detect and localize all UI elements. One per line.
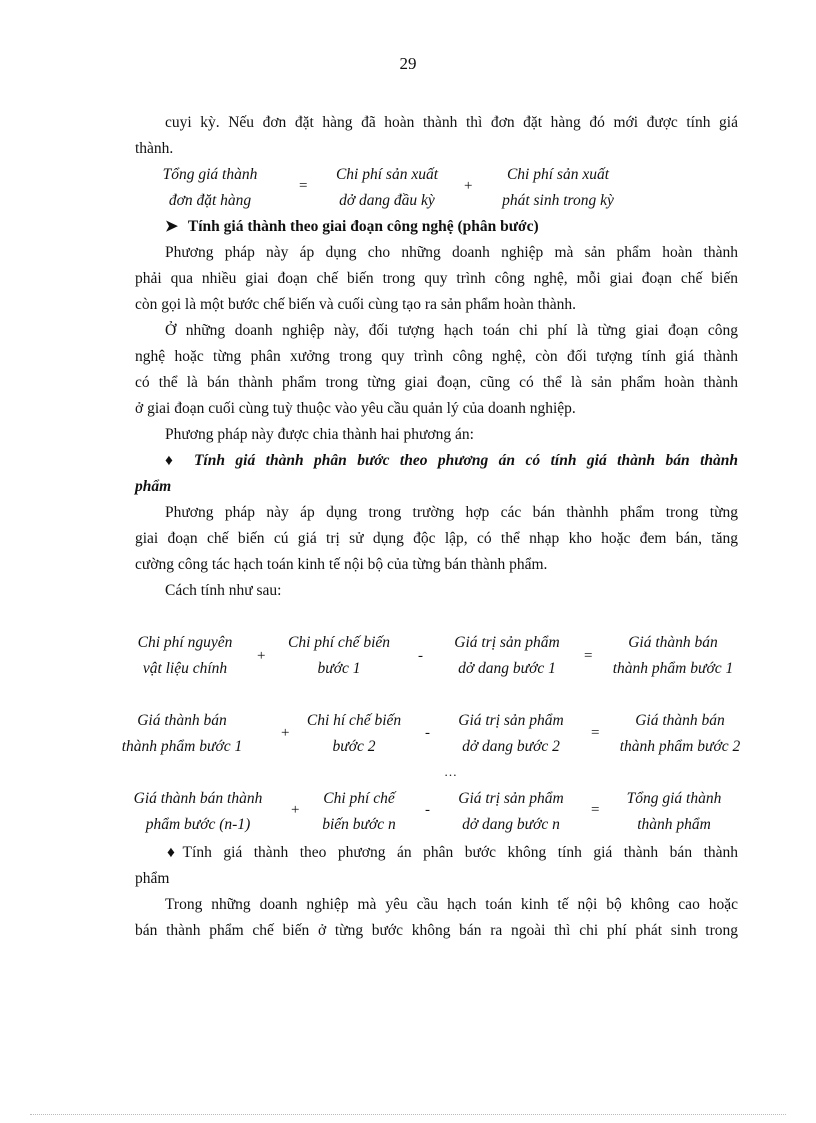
text-line: thành.	[135, 140, 174, 157]
text-line: Phương pháp này áp dụng cho những doanh nghiệp mà sản phẩm hoàn thành	[165, 244, 738, 261]
formula-term: Chi phí sản xuất	[506, 166, 610, 183]
formula-term: Giá trị sản phẩm	[454, 634, 560, 651]
plus-sign: +	[464, 178, 473, 194]
text-line: Ở những doanh nghiệp này, đối tượng hạch toán chi phí là từng giai đoạn công	[165, 322, 738, 339]
subheading-text: Tính giá thành phân bước theo phương án có tính giá thành bán thành	[193, 452, 738, 469]
text-line: có thể là bán thành phẩm trong từng giai đoạn, cũng có thể là sản phẩm hoàn thành	[135, 374, 738, 391]
formula-term: Giá thành bán	[137, 712, 227, 729]
text-line: giai đoạn chế biến cú giá trị sử dụng độc lập, có thể nhạp kho hoặc đem bán, tăng	[135, 530, 738, 547]
formula-term: phát sinh trong kỳ	[502, 192, 614, 209]
minus-sign: -	[418, 648, 423, 664]
formula-term: bước 1	[317, 660, 361, 677]
formula-term: Giá thành bán thành	[133, 790, 263, 807]
arrow-bullet-icon: ➤	[165, 218, 178, 235]
formula-term: Giá thành bán	[628, 634, 718, 651]
bottom-rule	[30, 1114, 786, 1115]
section-heading-text: Tính giá thành theo giai đoạn công nghệ (phân bước)	[187, 218, 539, 235]
formula-term: Giá trị sản phẩm	[458, 712, 564, 729]
formula-term: bước 2	[332, 738, 376, 755]
plus-sign: +	[281, 725, 290, 741]
formula-term: Chi phí chế biến	[287, 634, 391, 651]
formula-term: Tổng giá thành	[162, 166, 258, 183]
plus-sign: +	[291, 802, 300, 818]
formula-term: Chi hí chế biến	[306, 712, 402, 729]
text-line: Trong những doanh nghiệp mà yêu cầu hạch toán kinh tế nội bộ không cao hoặc	[165, 896, 738, 913]
text-line: phải qua nhiều giai đoạn chế biến trong quy trình công nghệ, mỗi giai đoạn chế biến	[135, 270, 738, 287]
plus-sign: +	[257, 648, 266, 664]
text-line: ở giai đoạn cuối cùng tuỳ thuộc vào yêu cầu quản lý của doanh nghiệp.	[135, 400, 576, 417]
section-heading	[135, 214, 738, 240]
formula-term: vật liệu chính	[142, 660, 228, 677]
ellipsis: …	[444, 764, 457, 779]
formula-term: dở dang bước 1	[458, 660, 556, 677]
formula-term: thành phẩm bước 1	[612, 660, 734, 677]
formula-term: biến bước n	[322, 816, 396, 833]
subheading-text: Tính giá thành theo phương án phân bước không tính giá thành bán thành	[182, 844, 738, 861]
equals-sign: =	[591, 725, 600, 741]
text-line: cuyi kỳ. Nếu đơn đặt hàng đã hoàn thành thì đơn đặt hàng đó mới được tính giá	[165, 114, 738, 131]
formula-term: thành phẩm bước 1	[121, 738, 243, 755]
text-line: bán thành phẩm chế biến ở từng bước không bán ra ngoài thì chi phí phát sinh trong	[135, 922, 738, 939]
formula-term: Chi phí chế	[323, 790, 395, 807]
subheading	[135, 840, 738, 866]
page-number: 29	[399, 54, 417, 73]
minus-sign: -	[425, 725, 430, 741]
formula-term: dở dang đầu kỳ	[339, 192, 435, 209]
subheading-continued: phẩm	[135, 478, 172, 495]
text-line: Phương pháp này được chia thành hai phương án:	[165, 426, 474, 443]
subheading-continued: phẩm	[135, 870, 170, 887]
text-line: Phương pháp này áp dụng trong trường hợp các bán thànhh phẩm trong từng	[165, 504, 738, 521]
formula-term: Giá trị sản phẩm	[458, 790, 564, 807]
formula-term: Chi phí nguyên	[137, 634, 233, 651]
equals-sign: =	[584, 648, 593, 664]
text-line: còn gọi là một bước chế biến và cuối cùng tạo ra sản phẩm hoàn thành.	[135, 296, 576, 313]
formula-term: thành phẩm	[637, 816, 711, 833]
text-line: Cách tính như sau:	[165, 582, 282, 599]
formula-term: phẩm bước (n-1)	[145, 816, 251, 833]
text-line: nghệ hoặc từng phân xưởng trong quy trình công nghệ, còn đối tượng tính giá thành	[135, 348, 738, 365]
formula-term: dở dang bước n	[462, 816, 560, 833]
subheading	[135, 448, 738, 474]
diamond-bullet-icon: ♦	[167, 844, 183, 861]
formula-term: Tổng giá thành	[626, 790, 722, 807]
equals-sign: =	[591, 802, 600, 818]
text-line: cường công tác hạch toán kinh tế nội bộ của từng bán thành phẩm.	[135, 556, 548, 573]
formula-term: đơn đặt hàng	[168, 192, 252, 209]
formula-term: Chi phí sản xuất	[335, 166, 439, 183]
formula-term: dở dang bước 2	[462, 738, 560, 755]
minus-sign: -	[425, 802, 430, 818]
diamond-bullet-icon: ♦	[165, 452, 180, 469]
formula-term: thành phẩm bước 2	[619, 738, 741, 755]
equals-sign: =	[299, 178, 308, 194]
formula-term: Giá thành bán	[635, 712, 725, 729]
